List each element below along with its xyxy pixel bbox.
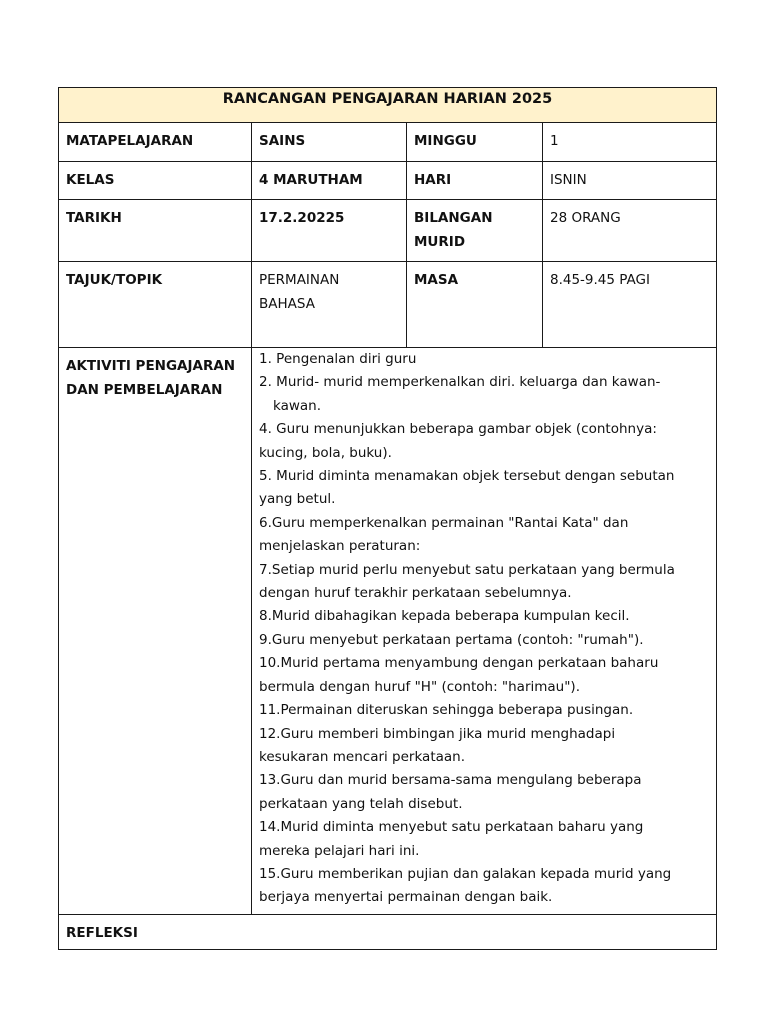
activities-content (252, 348, 717, 915)
topic-value-line-2: BAHASA (259, 296, 315, 312)
activity-line: kesukaran mencari perkataan. (259, 748, 466, 765)
class-label: KELAS (59, 162, 252, 200)
activity-line: dengan huruf terakhir perkataan sebelumnya. (259, 585, 572, 602)
students-label-line-2: MURID (414, 234, 466, 250)
activities-label-line-1: AKTIVITI PENGAJARAN (66, 358, 236, 374)
time-label: MASA (407, 262, 543, 348)
activities-row (59, 348, 717, 915)
activity-line: berjaya menyertai permainan dengan baik. (259, 889, 553, 906)
class-row (59, 162, 717, 200)
subject-row (59, 123, 717, 162)
document-title: RANCANGAN PENGAJARAN HARIAN 2025 (222, 91, 553, 107)
activity-line: 9.Guru menyebut perkataan pertama (contoh: "rumah"). (259, 631, 644, 648)
activity-line: mereka pelajari hari ini. (259, 842, 420, 859)
subject-label: MATAPELAJARAN (59, 123, 252, 162)
reflection-row (59, 914, 717, 949)
activity-line: menjelaskan peraturan: (259, 538, 421, 555)
activity-line: yang betul. (259, 491, 336, 508)
lesson-plan-table (58, 87, 717, 950)
day-label: HARI (407, 162, 543, 200)
reflection-label: REFLEKSI (59, 914, 717, 949)
class-value: 4 MARUTHAM (252, 162, 407, 200)
topic-label: TAJUK/TOPIK (59, 262, 252, 348)
week-value: 1 (543, 123, 717, 162)
title-row (59, 88, 717, 123)
document-title-cell (59, 88, 717, 123)
topic-value (252, 262, 407, 348)
activities-label-line-2: DAN PEMBELAJARAN (66, 382, 223, 398)
activity-line: 4. Guru menunjukkan beberapa gambar objek (contohnya: (259, 421, 657, 438)
date-row (59, 200, 717, 262)
topic-row (59, 262, 717, 348)
date-value: 17.2.20225 (252, 200, 407, 262)
students-label (407, 200, 543, 262)
activity-line: perkataan yang telah disebut. (259, 795, 463, 812)
week-label: MINGGU (407, 123, 543, 162)
topic-value-line-1: PERMAINAN (259, 272, 340, 288)
activity-line: 10.Murid pertama menyambung dengan perkataan baharu (259, 655, 659, 672)
activity-line: bermula dengan huruf "H" (contoh: "harimau"). (259, 678, 580, 695)
activity-line: 14.Murid diminta menyebut satu perkataan baharu yang (259, 819, 644, 836)
activity-line: 13.Guru dan murid bersama-sama mengulang beberapa (259, 772, 642, 789)
lesson-plan-document (58, 87, 716, 950)
activity-line: 11.Permainan diteruskan sehingga beberapa pusingan. (259, 702, 634, 719)
activity-line: 6.Guru memperkenalkan permainan "Rantai Kata" dan (259, 514, 629, 531)
activity-line: kawan. (273, 397, 322, 414)
activity-line: 15.Guru memberikan pujian dan galakan kepada murid yang (259, 865, 672, 882)
activity-line: 12.Guru memberi bimbingan jika murid menghadapi (259, 725, 616, 742)
day-value: ISNIN (543, 162, 717, 200)
students-value: 28 ORANG (543, 200, 717, 262)
activities-label (59, 348, 252, 915)
activity-line: 5. Murid diminta menamakan objek tersebut dengan sebutan (259, 468, 675, 485)
activity-line: 8.Murid dibahagikan kepada beberapa kumpulan kecil. (259, 608, 630, 625)
time-value: 8.45-9.45 PAGI (543, 262, 717, 348)
activity-line: 1. Pengenalan diri guru (259, 351, 417, 367)
activity-line: 7.Setiap murid perlu menyebut satu perkataan yang bermula (259, 561, 675, 578)
subject-value: SAINS (252, 123, 407, 162)
activity-line: kucing, bola, buku). (259, 444, 392, 461)
students-label-line-1: BILANGAN (414, 210, 493, 226)
date-label: TARIKH (59, 200, 252, 262)
activity-line: 2. Murid- murid memperkenalkan diri. keluarga dan kawan- (259, 374, 661, 391)
